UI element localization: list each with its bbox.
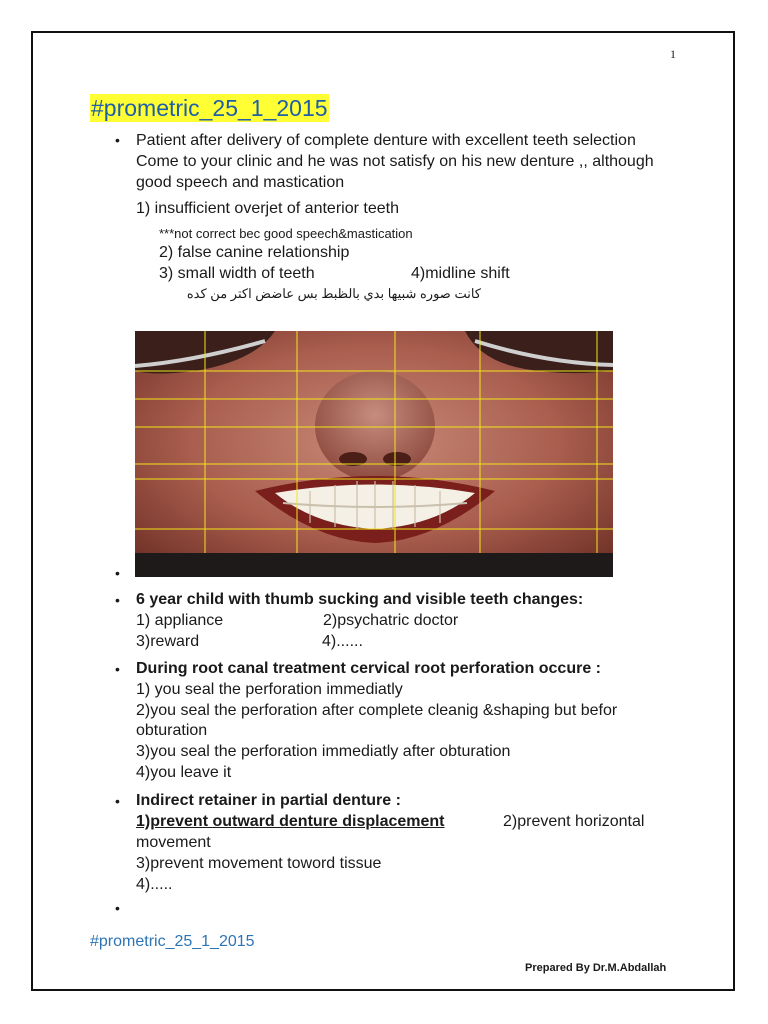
- q1-option-3: 3) small width of teeth: [159, 265, 315, 282]
- signature: Prepared By Dr.M.Abdallah: [525, 962, 667, 974]
- q1-option-4: 4)midline shift: [411, 265, 510, 282]
- q1-option-2: 2) false canine relationship: [159, 244, 350, 261]
- q2-text: 6 year child with thumb sucking and visible teeth changes:: [136, 591, 584, 608]
- q1-note: ***not correct bec good speech&mastication: [159, 226, 413, 241]
- q1-option-1: 1) insufficient overjet of anterior teeth: [136, 200, 399, 217]
- q3-option-2-cont: obturation: [136, 722, 208, 739]
- header-tag: #prometric_25_1_2015: [91, 95, 328, 121]
- q4-option-4: 4).....: [136, 876, 173, 893]
- q2-option-4: 4)......: [322, 633, 363, 650]
- q3-option-3: 3)you seal the perforation immediatly after obturation: [136, 743, 511, 760]
- page-number: 1: [670, 47, 676, 61]
- bullet: •: [115, 132, 120, 148]
- bullet: •: [115, 900, 120, 916]
- q3-option-1: 1) you seal the perforation immediatly: [136, 681, 403, 698]
- q4-option-2-cont: movement: [136, 834, 211, 851]
- q1-text: Patient after delivery of complete denture with excellent teeth selection Come to your clinic and he was not satisfy on his new denture ,, although good speech and mastication: [136, 132, 654, 191]
- q4-option-1-correct: 1)prevent outward denture displacement: [136, 813, 445, 830]
- q2-option-1: 1) appliance: [136, 612, 224, 629]
- q3-option-2: 2)you seal the perforation after complete cleanig &shaping but befor: [136, 702, 618, 719]
- q3-text: During root canal treatment cervical root perforation occure :: [136, 660, 601, 677]
- q2-option-2: 2)psychatric doctor: [323, 612, 459, 629]
- bullet: •: [115, 793, 120, 809]
- q3-option-4: 4)you leave it: [136, 764, 232, 781]
- q4-option-2: 2)prevent horizontal: [503, 813, 645, 830]
- smile-grid-photo: [135, 331, 613, 577]
- q4-option-3: 3)prevent movement toword tissue: [136, 855, 382, 872]
- footer-tag: #prometric_25_1_2015: [90, 933, 255, 950]
- bullet: •: [115, 592, 120, 608]
- q4-text: Indirect retainer in partial denture :: [136, 792, 401, 809]
- bullet: •: [115, 565, 120, 581]
- q1-arabic-note: كانت صوره شبيها بدي بالظبط بس عاضض اكتر من كده: [186, 286, 481, 301]
- bullet: •: [115, 661, 120, 677]
- q2-option-3: 3)reward: [136, 633, 200, 650]
